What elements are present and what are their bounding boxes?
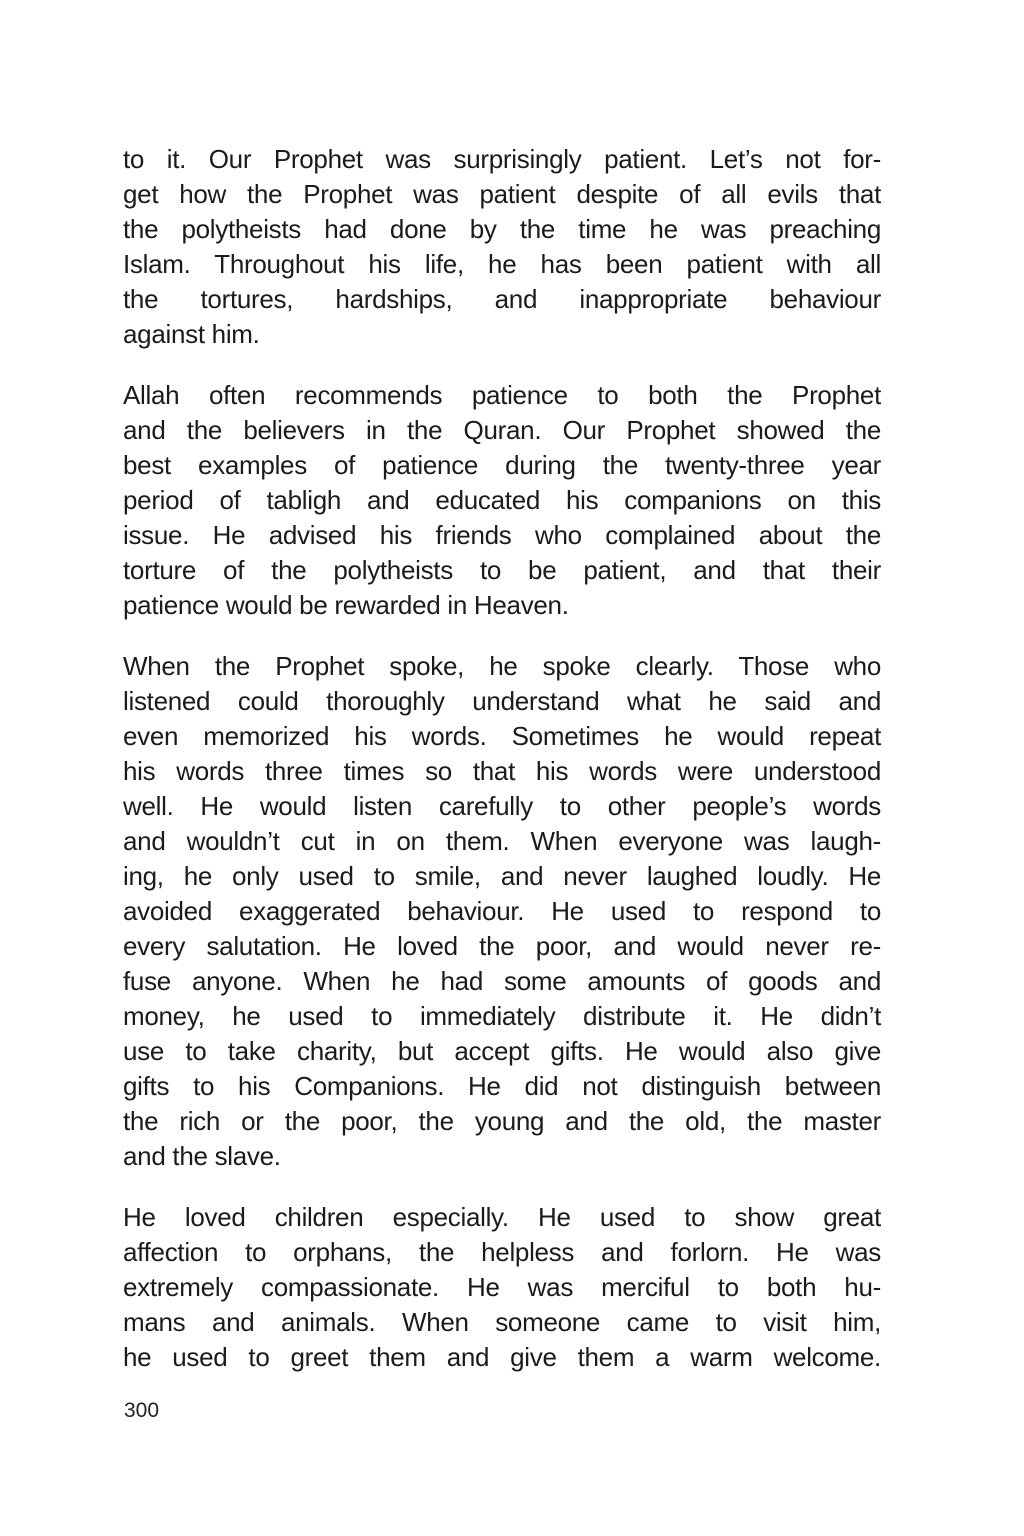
text-line: the tortures, hardships, and inappropriate behaviour (123, 284, 881, 314)
text-line: well. He would listen carefully to other people’s words (123, 791, 881, 821)
page-text (123, 142, 881, 1375)
text-line: use to take charity, but accept gifts. He would also give (123, 1036, 881, 1066)
text-line: and the believers in the Quran. Our Prophet showed the (123, 415, 881, 445)
text-line: to it. Our Prophet was surprisingly patient. Let’s not for- (123, 144, 881, 174)
text-line: gifts to his Companions. He did not distinguish between (123, 1071, 881, 1101)
text-line: the rich or the poor, the young and the old, the master (123, 1106, 881, 1136)
text-line: extremely compassionate. He was merciful to both hu- (123, 1272, 881, 1302)
text-line: against him. (123, 319, 260, 349)
text-line: Allah often recommends patience to both the Prophet (123, 380, 881, 410)
text-line: torture of the polytheists to be patient, and that their (123, 555, 881, 585)
text-line: listened could thoroughly understand what he said and (123, 686, 881, 716)
text-line: get how the Prophet was patient despite of all evils that (123, 179, 881, 209)
paragraph (123, 649, 881, 1174)
text-line: money, he used to immediately distribute it. He didn’t (123, 1001, 881, 1031)
paragraph (123, 142, 881, 352)
text-line: issue. He advised his friends who complained about the (123, 520, 881, 550)
text-line: ing, he only used to smile, and never laughed loudly. He (123, 861, 881, 891)
paragraph (123, 1200, 881, 1375)
text-line: He loved children especially. He used to show great (123, 1202, 881, 1232)
text-line: affection to orphans, the helpless and forlorn. He was (123, 1237, 881, 1267)
text-line: Islam. Throughout his life, he has been patient with all (123, 249, 881, 279)
text-line: his words three times so that his words were understood (123, 756, 881, 786)
text-line: and wouldn’t cut in on them. When everyone was laugh- (123, 826, 881, 856)
text-line: period of tabligh and educated his companions on this (123, 485, 881, 515)
text-line: even memorized his words. Sometimes he would repeat (123, 721, 881, 751)
text-line: he used to greet them and give them a warm welcome. (123, 1342, 881, 1372)
text-line: When the Prophet spoke, he spoke clearly. Those who (123, 651, 881, 681)
text-line: the polytheists had done by the time he was preaching (123, 214, 881, 244)
paragraph (123, 378, 881, 623)
text-line: best examples of patience during the twenty-three year (123, 450, 881, 480)
text-line: and the slave. (123, 1141, 281, 1171)
text-line: fuse anyone. When he had some amounts of goods and (123, 966, 881, 996)
text-line: avoided exaggerated behaviour. He used to respond to (123, 896, 881, 926)
text-line: mans and animals. When someone came to visit him, (123, 1307, 881, 1337)
text-line: every salutation. He loved the poor, and would never re- (123, 931, 881, 961)
page-number: 300 (124, 1399, 160, 1422)
text-line: patience would be rewarded in Heaven. (123, 590, 569, 620)
